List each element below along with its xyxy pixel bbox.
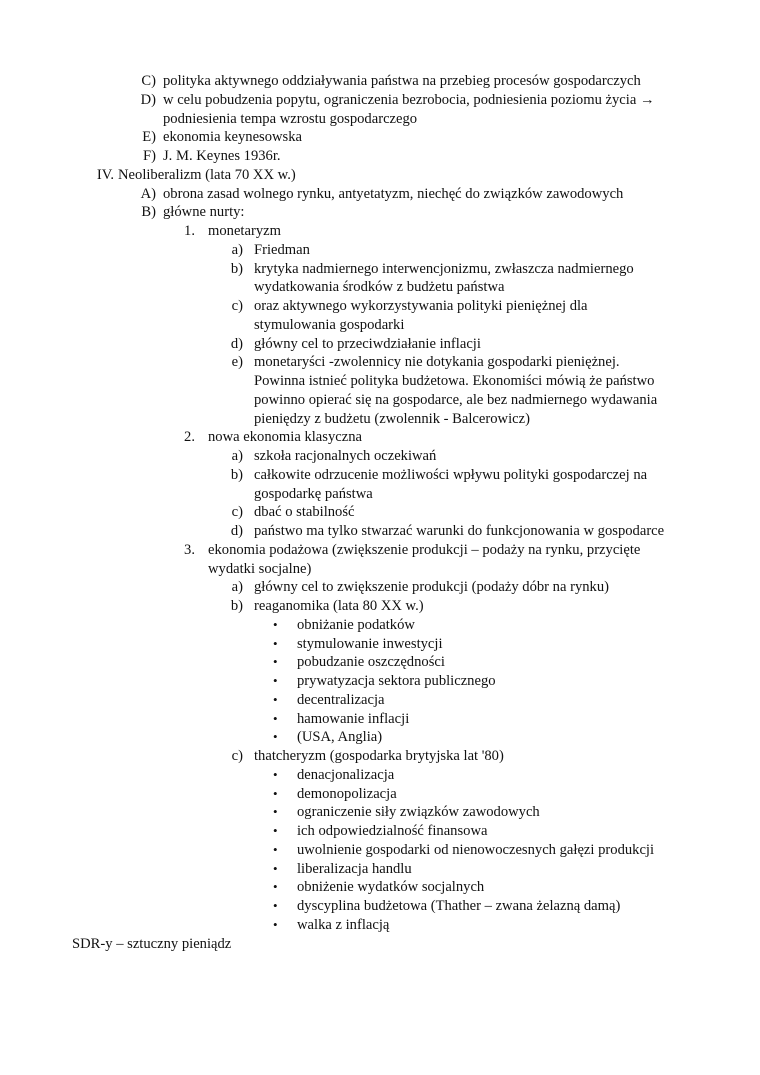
numbered-item-marker: 1. xyxy=(184,223,195,239)
bullet-text: stymulowanie inwestycji xyxy=(297,635,443,652)
sub-item-text: główny cel to zwiększenie produkcji (podaży dóbr na rynku) xyxy=(254,579,610,596)
bullet-icon: • xyxy=(273,729,278,745)
bullet-text: ich odpowiedzialność finansowa xyxy=(297,823,488,839)
list-item-marker: A) xyxy=(140,185,156,202)
numbered-item-marker: 3. xyxy=(184,541,195,558)
bullet-icon: • xyxy=(273,841,278,857)
list-item-text: J. M. Keynes 1936r. xyxy=(163,148,281,164)
sub-item-text: monetaryści -zwolennicy nie dotykania gospodarki pieniężnej. xyxy=(254,354,620,371)
numbered-item-text: monetaryzm xyxy=(208,223,281,239)
sub-item-marker: a) xyxy=(231,241,243,258)
sub-item-text: reaganomika (lata 80 XX w.) xyxy=(254,598,424,614)
sub-item-marker: d) xyxy=(230,523,243,539)
bullet-icon: • xyxy=(273,823,278,838)
list-item-text: w celu pobudzenia popytu, ograniczenia bezrobocia, podniesienia poziomu życia → xyxy=(163,91,655,108)
bullet-icon: • xyxy=(273,879,278,895)
bullet-text: hamowanie inflacji xyxy=(297,710,410,727)
bullet-icon: • xyxy=(273,804,278,820)
list-item-text: obrona zasad wolnego rynku, antyetatyzm, niechęć do związków zawodowych xyxy=(163,185,624,202)
bullet-text: uwolnienie gospodarki od nienowoczesnych gałęzi produkcji xyxy=(297,841,655,858)
sub-item-text: gospodarkę państwa xyxy=(254,485,373,502)
sub-item-marker: e) xyxy=(231,354,243,371)
sub-item-text: wydatkowania środków z budżetu państwa xyxy=(254,279,505,296)
list-item-marker: B) xyxy=(141,204,156,221)
sub-item-marker: c) xyxy=(231,748,243,764)
bullet-text: ograniczenie siły związków zawodowych xyxy=(297,804,540,821)
bullet-text: liberalizacja handlu xyxy=(297,860,412,877)
bullet-icon: • xyxy=(273,766,278,782)
footer-note: SDR-y – sztuczny pieniądz xyxy=(72,935,232,952)
sub-item-marker: a) xyxy=(231,579,243,596)
bullet-text: obniżanie podatków xyxy=(297,616,415,633)
list-item-marker: C) xyxy=(141,73,156,89)
numbered-item-text: wydatki socjalne) xyxy=(208,560,312,577)
numbered-item-marker: 2. xyxy=(184,429,195,446)
section-title: Neoliberalizm (lata 70 XX w.) xyxy=(118,166,296,183)
bullet-icon: • xyxy=(273,616,278,632)
bullet-text: demonopolizacja xyxy=(297,785,397,802)
sub-item-marker: d) xyxy=(230,335,243,352)
numbered-item-text: nowa ekonomia klasyczna xyxy=(208,429,362,446)
bullet-icon: • xyxy=(273,673,278,688)
sub-item-text: thatcheryzm (gospodarka brytyjska lat '80) xyxy=(254,748,504,764)
bullet-text: pobudzanie oszczędności xyxy=(297,654,445,671)
bullet-text: obniżenie wydatków socjalnych xyxy=(297,879,485,896)
sub-item-text: państwo ma tylko stwarzać warunki do funkcjonowania w gospodarce xyxy=(254,523,665,539)
sub-item-text: Powinna istnieć polityka budżetowa. Ekonomiści mówią że państwo xyxy=(254,373,655,389)
sub-item-marker: b) xyxy=(230,260,243,277)
list-item-text: główne nurty: xyxy=(163,204,245,221)
sub-item-text: Friedman xyxy=(254,241,310,258)
list-item-text: polityka aktywnego oddziaływania państwa na przebieg procesów gospodarczych xyxy=(163,73,641,89)
bullet-icon: • xyxy=(273,898,278,913)
bullet-text: prywatyzacja sektora publicznego xyxy=(297,673,496,689)
bullet-text: decentralizacja xyxy=(297,691,385,708)
sub-item-text: oraz aktywnego wykorzystywania polityki pieniężnej dla xyxy=(254,298,588,314)
bullet-icon: • xyxy=(273,916,278,932)
list-item-text: ekonomia keynesowska xyxy=(163,129,303,146)
sub-item-marker: c) xyxy=(231,298,243,314)
bullet-text: dyscyplina budżetowa (Thather – zwana żelazną damą) xyxy=(297,898,621,914)
list-item-marker: F) xyxy=(143,148,156,164)
bullet-text: (USA, Anglia) xyxy=(297,729,383,746)
sub-item-text: stymulowania gospodarki xyxy=(254,316,405,333)
sub-item-marker: b) xyxy=(230,466,243,483)
sub-item-marker: c) xyxy=(231,504,243,521)
sub-item-text: krytyka nadmiernego interwencjonizmu, zwłaszcza nadmiernego xyxy=(254,260,634,277)
list-item-marker: E) xyxy=(142,129,156,146)
bullet-icon: • xyxy=(273,654,278,670)
numbered-item-text: ekonomia podażowa (zwiększenie produkcji – podaży na rynku, przycięte xyxy=(208,541,641,558)
section-marker: IV. xyxy=(96,166,114,183)
bullet-icon: • xyxy=(273,710,278,726)
list-item-marker: D) xyxy=(140,91,156,108)
sub-item-text: powinno opierać się na gospodarce, ale bez nadmiernego wydawania xyxy=(254,391,658,408)
sub-item-text: całkowite odrzucenie możliwości wpływu polityki gospodarczej na xyxy=(254,466,648,483)
sub-item-marker: a) xyxy=(231,448,243,464)
bullet-text: denacjonalizacja xyxy=(297,766,395,783)
sub-item-marker: b) xyxy=(230,598,243,614)
sub-item-text: pieniędzy z budżetu (zwolennik - Balcerowicz) xyxy=(254,410,530,427)
sub-item-text: główny cel to przeciwdziałanie inflacji xyxy=(254,335,481,352)
list-item-text: podniesienia tempa wzrostu gospodarczego xyxy=(163,110,418,127)
bullet-icon: • xyxy=(273,860,278,876)
bullet-icon: • xyxy=(273,785,278,801)
bullet-text: walka z inflacją xyxy=(297,916,390,933)
sub-item-text: szkoła racjonalnych oczekiwań xyxy=(254,448,437,464)
sub-item-text: dbać o stabilność xyxy=(254,504,355,521)
bullet-icon: • xyxy=(273,635,278,651)
bullet-icon: • xyxy=(273,691,278,707)
